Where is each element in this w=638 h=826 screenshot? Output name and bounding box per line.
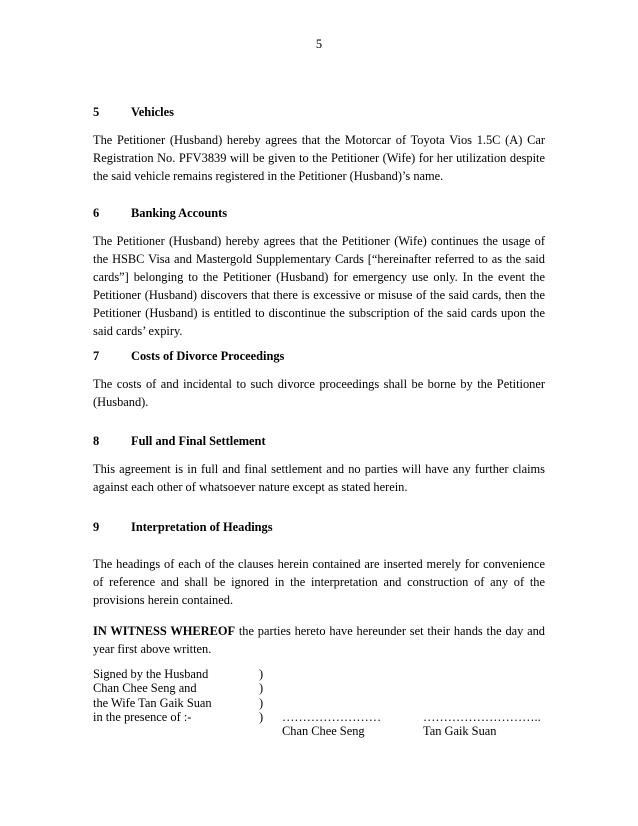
husband-name-line: Chan Chee Seng and	[93, 681, 197, 696]
page-number: 5	[315, 37, 323, 51]
section-9-body: The headings of each of the clauses herein contained are inserted merely for convenience of reference and shall be ignored in the interpretation and construction of any of the provisions herein contained.	[93, 557, 545, 607]
bracket: )	[259, 710, 264, 725]
bracket: )	[259, 681, 264, 696]
section-title: Costs of Divorce Proceedings	[131, 349, 285, 363]
section-7-heading	[93, 349, 284, 364]
witness-text: the parties hereto have hereunder set their hands the day and year first above written.	[93, 624, 546, 656]
section-9-heading	[93, 520, 273, 535]
husband-signature-line: ……………………	[282, 710, 382, 724]
section-title: Full and Final Settlement	[131, 434, 266, 448]
wife-name-line: the Wife Tan Gaik Suan	[93, 695, 212, 710]
section-5-body: The Petitioner (Husband) hereby agrees that the Motorcar of Toyota Vios 1.5C (A) Car Registration No. PFV3839 will be given to the Petitioner (Wife) for her utilization despite the said vehicle remains registered in the Petitioner (Husband)’s name.	[93, 133, 545, 183]
bracket: )	[259, 695, 264, 710]
section-6-heading	[93, 206, 227, 221]
section-8-heading	[93, 434, 266, 449]
wife-signature-line: ………………………..	[423, 710, 541, 724]
wife-signatory-name: Tan Gaik Suan	[423, 724, 497, 738]
section-number: 9	[93, 520, 100, 534]
presence-line: in the presence of :-	[93, 710, 192, 725]
section-title: Vehicles	[131, 105, 174, 119]
witness-lead: IN WITNESS WHEREOF	[93, 624, 236, 638]
signed-by-husband: Signed by the Husband	[93, 667, 209, 681]
section-5-heading	[93, 105, 174, 120]
section-number: 7	[93, 349, 100, 363]
section-8-body: This agreement is in full and final settlement and no parties will have any further claims against each other of whatsoever nature except as stated herein.	[93, 462, 545, 494]
section-title: Interpretation of Headings	[131, 520, 273, 534]
section-title: Banking Accounts	[131, 206, 228, 220]
section-6-body: The Petitioner (Husband) hereby agrees that the Petitioner (Wife) continues the usage of the HSBC Visa and Mastergold Supplementary Cards [“hereinafter referred to as the said cards”] belonging to the Petitioner (Husband) for emergency use only. In the event the Petitioner (Husband) discovers that there is excessive or misuse of the said cards, then the Petitioner (Husband) is entitled to discontinue the subscription of the said cards upon the said cards’ expiry.	[93, 234, 545, 338]
section-number: 8	[93, 434, 100, 448]
section-number: 6	[93, 206, 100, 220]
section-number: 5	[93, 105, 100, 119]
signature-block-labels	[93, 667, 212, 725]
signature-brackets	[259, 667, 263, 725]
husband-signatory-name: Chan Chee Seng	[282, 724, 365, 738]
bracket: )	[259, 667, 264, 681]
section-7-body: The costs of and incidental to such divorce proceedings shall be borne by the Petitioner (Husband).	[93, 377, 545, 409]
witness-clause	[93, 622, 545, 658]
